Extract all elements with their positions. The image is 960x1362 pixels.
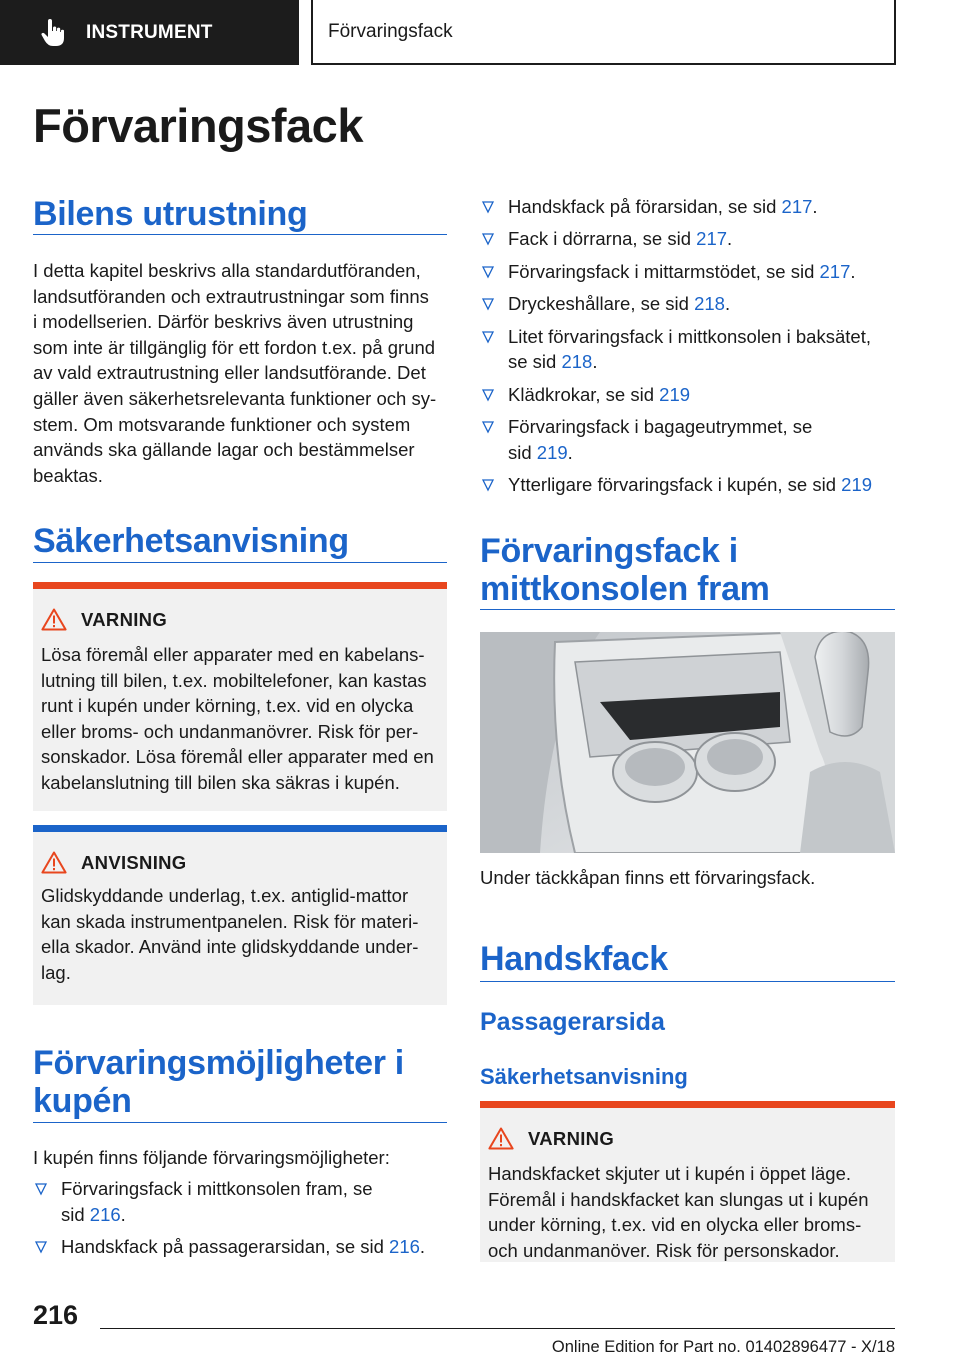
page-ref-link[interactable]: 217 [696, 228, 728, 250]
warning-bar [480, 1101, 895, 1108]
heading-safety: Säkerhetsanvisning [33, 522, 349, 560]
text-line: som inte är tillgänglig för ett fordon t.ex. på grund [33, 336, 436, 358]
notice-header [41, 851, 187, 874]
topic-box [311, 0, 896, 65]
list-item: Förvaringsfack i bagageutrymmet, se sid 219. [480, 414, 900, 465]
text-line: under körning, t.ex. vid en olycka eller broms‐ [488, 1214, 862, 1236]
warning-title: VARNING [528, 1127, 615, 1149]
list-item: Litet förvaringsfack i mittkonsolen i baksätet, se sid 218. [480, 324, 900, 375]
notice-title: ANVISNING [81, 851, 187, 873]
center-console-photo [480, 632, 895, 853]
list-item: Dryckeshållare, se sid 218. [480, 291, 900, 317]
options-list-right [480, 194, 900, 504]
heading-line: Förvaringsfack i [480, 532, 738, 570]
notice-text [41, 883, 441, 985]
text-line: gäller även säkerhetsrelevanta funktioner och sy‐ [33, 387, 437, 409]
text-line: ella skador. Använd inte glidskyddande under‐ [41, 936, 419, 958]
bullet-triangle-icon [481, 197, 495, 217]
text-line: Handskfacket skjuter ut i kupén i öppet läge. [488, 1163, 852, 1184]
heading-rule [480, 981, 895, 982]
section-label: INSTRUMENT [86, 21, 213, 43]
heading-glovebox-safety: Säkerhetsanvisning [480, 1064, 688, 1089]
page-number: 216 [33, 1300, 79, 1330]
text-line: I detta kapitel beskrivs alla standardutföranden, [33, 260, 421, 281]
heading-equipment: Bilens utrustning [33, 195, 308, 233]
page-ref-link[interactable]: 216 [89, 1203, 121, 1225]
bullet-triangle-icon [481, 417, 495, 437]
text-line: av vald extrautrustning eller landsutförande. Det [33, 362, 426, 384]
text-line: runt i kupén under körning, t.ex. vid en olycka [41, 695, 414, 717]
warning-triangle-icon [488, 1127, 514, 1150]
text-line: beaktas. [33, 464, 103, 486]
section-tab[interactable] [0, 0, 299, 65]
bullet-triangle-icon [481, 262, 495, 282]
heading-options [33, 1044, 404, 1120]
warning-title: VARNING [81, 608, 168, 630]
heading-line: mittkonsolen fram [480, 570, 770, 608]
text-line: och undanmanöver. Risk för personskador. [488, 1239, 840, 1261]
warning-bar [33, 582, 447, 589]
warning-text [488, 1161, 889, 1263]
warning-header [41, 608, 167, 631]
page-ref-link[interactable]: 217 [781, 196, 813, 217]
text-line: kabelanslutning till bilen ska säkras i kupén. [41, 771, 400, 793]
text-line: stem. Om motsvarande funktioner och system [33, 413, 411, 435]
list-item: Förvaringsfack i mittkonsolen fram, se sid 216. [33, 1176, 453, 1227]
text-line: kan skada instrumentpanelen. Risk för materi‐ [41, 910, 419, 932]
bullet-triangle-icon [481, 294, 495, 314]
equipment-paragraph [33, 258, 453, 488]
heading-rule [33, 1122, 447, 1123]
list-item: Klädkrokar, se sid 219 [480, 382, 900, 408]
bullet-triangle-icon [481, 475, 495, 495]
bullet-triangle-icon [34, 1179, 48, 1199]
warning-triangle-icon [41, 608, 67, 631]
text-line: eller broms- och undanmanövrer. Risk för per‐ [41, 720, 419, 742]
heading-rule [33, 562, 447, 563]
warning-header [488, 1127, 614, 1150]
page-ref-link[interactable]: 218 [561, 351, 593, 373]
heading-line: Förvaringsmöjligheter i [33, 1044, 404, 1082]
edition-text: Online Edition for Part no. 01402896477 - X/18 [551, 1338, 895, 1356]
text-line: används ska gällande lagar och bestämmelser [33, 439, 415, 461]
list-item: Handskfack på förarsidan, se sid 217. [480, 194, 900, 220]
notice-box [33, 825, 447, 1005]
page-title: Förvaringsfack [33, 99, 363, 152]
text-line: landsutföranden och extrautrustningar som finns [33, 285, 429, 307]
heading-glovebox: Handskfack [480, 940, 668, 978]
photo-caption: Under täckkåpan finns ett förvaringsfack. [480, 867, 816, 888]
warning-text [41, 642, 441, 796]
options-list-left [33, 1176, 453, 1266]
page-ref-link[interactable]: 217 [819, 260, 851, 282]
page-ref-link[interactable]: 219 [536, 441, 568, 463]
list-item: Handskfack på passagerarsidan, se sid 216. [33, 1234, 453, 1260]
caution-triangle-icon [41, 851, 67, 874]
heading-passenger-side: Passagerarsida [480, 1008, 665, 1036]
heading-line: kupén [33, 1082, 132, 1120]
bullet-triangle-icon [481, 327, 495, 347]
text-line: Föremål i handskfacket kan slungas ut i kupén [488, 1188, 869, 1210]
warning-box [33, 582, 447, 811]
topic-label: Förvaringsfack [328, 20, 453, 42]
list-item: Ytterligare förvaringsfack i kupén, se sid 219 [480, 472, 900, 498]
bullet-triangle-icon [34, 1237, 48, 1257]
page-ref-link[interactable]: 219 [841, 473, 873, 495]
text-line: sonskador. Lösa föremål eller apparater med en [41, 746, 434, 768]
text-line: i modellserien. Därför beskrivs även utrustning [33, 311, 414, 333]
bullet-triangle-icon [481, 229, 495, 249]
list-item: Förvaringsfack i mittarmstödet, se sid 217. [480, 259, 900, 285]
footer-rule [100, 1328, 895, 1329]
glovebox-warning-box [480, 1101, 895, 1262]
text-line: Lösa föremål eller apparater med en kabelans‐ [41, 644, 425, 665]
page-ref-link[interactable]: 219 [659, 383, 691, 405]
options-intro: I kupén finns följande förvaringsmöjligheter: [33, 1147, 390, 1168]
heading-center-console [480, 532, 770, 608]
heading-rule [480, 609, 895, 610]
text-line: Glidskyddande underlag, t.ex. antiglid-mattor [41, 885, 409, 906]
hand-pointer-icon [36, 16, 70, 50]
page-ref-link[interactable]: 218 [694, 293, 725, 315]
heading-rule [33, 234, 447, 235]
text-line: lutning till bilen, t.ex. mobiltelefoner, kan kastas [41, 669, 427, 691]
page-ref-link[interactable]: 216 [389, 1235, 420, 1257]
text-line: lag. [41, 961, 71, 983]
bullet-triangle-icon [481, 385, 495, 405]
notice-bar [33, 825, 447, 832]
list-item: Fack i dörrarna, se sid 217. [480, 226, 900, 252]
